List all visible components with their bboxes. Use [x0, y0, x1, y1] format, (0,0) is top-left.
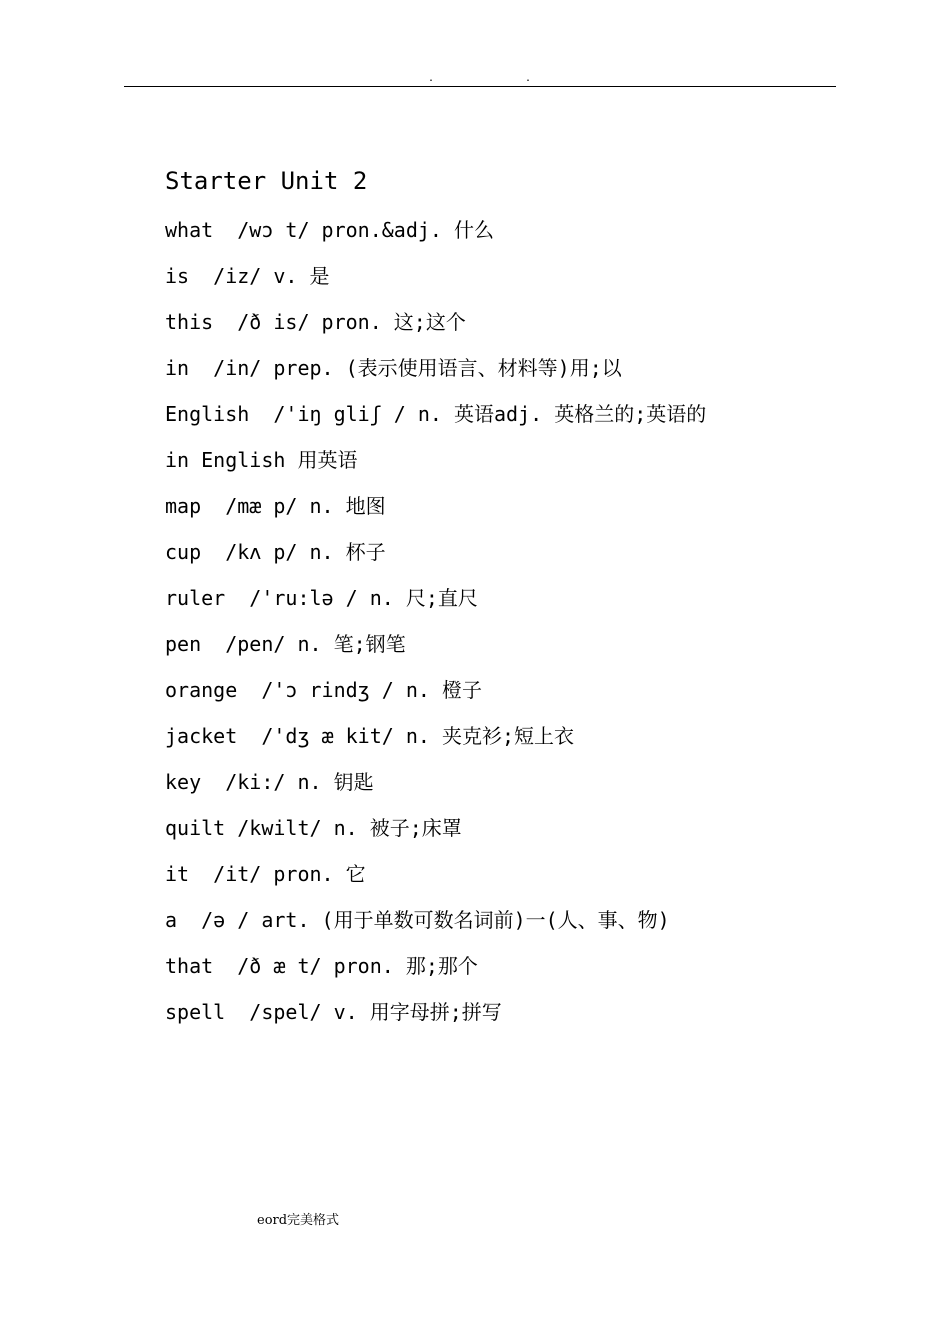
footer-text: eord完美格式	[257, 1213, 340, 1228]
vocab-entry: spell /spel/ v. 用字母拼;拼写	[165, 1000, 502, 1024]
vocab-entry: key /ki:/ n. 钥匙	[165, 770, 374, 794]
vocab-entry: is /iz/ v. 是	[165, 264, 330, 288]
unit-title: Starter Unit 2	[165, 167, 368, 195]
header-divider	[124, 86, 836, 87]
vocab-entry: in English 用英语	[165, 448, 358, 472]
vocab-entry: map /mæ p/ n. 地图	[165, 494, 386, 518]
vocabulary-list	[165, 214, 865, 1042]
vocab-entry: orange /'ɔ rindʒ / n. 橙子	[165, 678, 482, 702]
vocab-entry: ruler /'ru:lə / n. 尺;直尺	[165, 586, 478, 610]
vocab-entry: it /it/ pron. 它	[165, 862, 366, 886]
vocab-entry: pen /pen/ n. 笔;钢笔	[165, 632, 406, 656]
header-dot-left: .	[428, 73, 435, 84]
header-dot-right: .	[525, 73, 532, 84]
vocab-entry: jacket /'dʒ æ kit/ n. 夹克衫;短上衣	[165, 724, 574, 748]
vocab-entry: cup /kʌ p/ n. 杯子	[165, 540, 386, 564]
vocab-entry: this /ð is/ pron. 这;这个	[165, 310, 466, 334]
vocab-entry: in /in/ prep. (表示使用语言、材料等)用;以	[165, 356, 622, 380]
vocab-entry: what /wɔ t/ pron.&adj. 什么	[165, 218, 494, 242]
vocab-entry: quilt /kwilt/ n. 被子;床罩	[165, 816, 462, 840]
vocab-entry: English /'iŋ gliʃ / n. 英语adj. 英格兰的;英语的	[165, 402, 707, 426]
vocab-entry: a /ə / art. (用于单数可数名词前)一(人、事、物)	[165, 908, 670, 932]
vocab-entry: that /ð æ t/ pron. 那;那个	[165, 954, 478, 978]
